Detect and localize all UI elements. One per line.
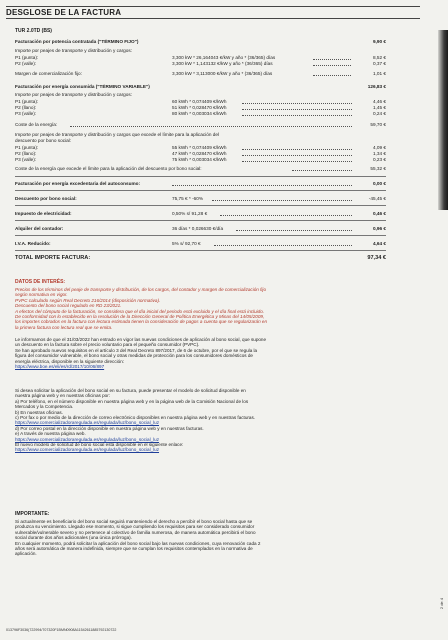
surplus-value: 0,00 € (372, 181, 386, 186)
leader-dots (242, 109, 352, 110)
leader-dots (313, 59, 351, 60)
info-line: El nuevo modelo de solicitud de bono social está disponible en el siguiente enlace: (15, 442, 184, 448)
page-number: 2 de 4 (439, 598, 444, 610)
excess-row-p1-label: P1 (punta): (15, 145, 39, 150)
energy-row-p3-calc: 80 kWh * 0,003034 €/kWh (172, 111, 227, 116)
important-block (15, 519, 387, 557)
barcode-text: 013796F3036(722994/707320F1BMN0908A11542611885792130722 (6, 628, 117, 632)
boe-link[interactable]: https://www.boe.es/eli/es/rd/2017/10/06/897 (15, 364, 105, 370)
energy-row-p3-label: P3 (valle): (15, 111, 37, 116)
info-line: energía eléctrica, disponible en la siguiente dirección: (15, 358, 125, 364)
divider (15, 250, 386, 251)
info-line: figura del consumidor vulnerable, el bono social y otras medidas de protección para los consumidores domésticos de (15, 353, 253, 359)
power-amount: 9,90 € (372, 39, 386, 44)
power-row-p1-label: P1 (punta): (15, 55, 39, 60)
info-line: un descuento en la factura sobre el precio voluntario para el pequeño consumidor (PVPC). (15, 342, 200, 348)
energy-subtitle: Importe por peajes de transporte y distribución y cargos: (15, 92, 132, 97)
margin-calc: 3,300 kW * 3,113000 €/kW y año * (36/365) días (172, 71, 273, 76)
leader-dots (242, 161, 352, 162)
request-info (15, 388, 387, 453)
power-row-p2-value: 0,37 € (372, 61, 386, 66)
discount-calc: 75,75 € * -60% (172, 196, 204, 201)
energy-row-p3-value: 0,24 € (372, 111, 386, 116)
divider (15, 176, 386, 177)
info-line: Si desea solicitar la aplicación del bono social en su factura, puede presentar el modelo de solicitud disponible en (15, 388, 246, 393)
leader-dots (242, 115, 352, 116)
important-title: IMPORTANTE: (15, 511, 50, 517)
divider (15, 190, 386, 191)
energy-amount: 126,83 € (367, 84, 386, 89)
electricity-tax-calc: 0,50% s/ 91,28 € (172, 211, 208, 216)
excess-cost-value: 55,32 € (370, 166, 386, 171)
important-line: produzca su vencimiento. Llegado ese momento, si sigue cumpliendo los requisitos para ser considerado consumidor (15, 524, 255, 530)
excess-row-p1-calc: 55 kWh * 0,074409 €/kWh (172, 145, 227, 150)
web-link[interactable]: https://www.comercializadorareguladа.es/regulada/luz/bono_social_luz (15, 420, 160, 426)
interest-line: según normativa en vigor. (15, 292, 68, 298)
meter-label: Alquiler del contador: (15, 226, 64, 231)
excess-cost-label: Coste de la energía que excede el límite para la aplicación del descuento por bono social: (15, 166, 202, 171)
important-line: aplicación. (15, 551, 37, 557)
excess-row-p3-calc: 75 kWh * 0,003034 €/kWh (172, 157, 227, 162)
energy-row-p2-calc: 51 kWh * 0,028470 €/kWh (172, 105, 227, 110)
power-title-text: Facturación por potencia contratada ("TÉRMINO FIJO") (15, 39, 139, 44)
interest-line: A efectos del cómputo de la facturación, se considera que el día inicial del periodo está excluido y el día final está incluido. (15, 308, 265, 314)
divider (15, 235, 386, 236)
excess-row-p3-label: P3 (valle): (15, 157, 37, 162)
excess-row-p1-value: 4,09 € (372, 145, 386, 150)
leader-dots (313, 65, 351, 66)
info-line: nuestra página web y en nuestras oficinas por: (15, 393, 110, 399)
power-row-p2-calc: 3,300 kW * 1,143132 €/kW y año * (36/365) días (172, 61, 273, 66)
leader-dots (220, 215, 352, 216)
power-row-p1-calc: 3,300 kW * 26,164043 €/kW y año * (36/365) días (172, 55, 276, 60)
info-line: b) En nuestras oficinas. (15, 409, 64, 415)
leader-dots (70, 126, 352, 127)
leader-dots (313, 75, 351, 76)
excess-row-p2-value: 1,34 € (372, 151, 386, 156)
energy-cost-value: 59,70 € (370, 122, 386, 127)
power-subtitle: Importe por peajes de transporte y distribución y cargos: (15, 48, 132, 53)
info-line: d) Por correo postal en la dirección disponible en nuestra página web y en nuestras facturas. (15, 425, 204, 431)
energy-row-p1-label: P1 (punta): (15, 99, 39, 104)
excess-row-p3-value: 0,23 € (372, 157, 386, 162)
web-link[interactable]: https://www.comercializadorareguladа.es/regulada/luz/bono_social_luz (15, 436, 160, 442)
interest-line: los importes cobrados en la factura con lectura estimada tienen la consideración de pagos a cuenta que se regularizarán en (15, 319, 268, 325)
leader-dots (172, 185, 352, 186)
energy-row-p2-label: P2 (llano): (15, 105, 37, 110)
scan-edge-shadow (438, 30, 448, 210)
interest-title: DATOS DE INTERÉS: (15, 279, 66, 285)
interest-line: PVPC calculado según Real Decreto 216/2014 (disposición normativa). (15, 297, 161, 303)
electricity-tax-label: Impuesto de electricidad: (15, 211, 72, 216)
total-label: TOTAL IMPORTE FACTURA: (15, 255, 91, 261)
divider (15, 205, 386, 206)
excess-subtitle-1: Importe por peajes de transporte y distribución y cargos que excede el límite para la aplicación del (15, 132, 220, 137)
important-line: Si actualmente es beneficiario del bono social seguirá manteniendo el derecho a percibir el bono social hasta que se (15, 519, 253, 524)
energy-row-p2-value: 1,45 € (372, 105, 386, 110)
energy-title: Facturación por energía consumida ("TÉRMINO VARIABLE") (15, 84, 150, 89)
info-line: Se han aprobado nuevos requisitos en el artículo 3 del Real Decreto 897/2017, de 6 de octubre, por el que se regula la (15, 347, 258, 353)
info-line: c) Por fax o por medio de la dirección de correo electrónico disponibles en nuestra página web y en nuestras facturas. (15, 415, 256, 421)
discount-label: Descuento por bono social: (15, 196, 77, 201)
meter-calc: 36 días * 0,026630 €/día (172, 226, 224, 231)
info-line: a) Por teléfono, en el número disponible en nuestra página web y en la página web de la Comisión Nacional de los (15, 398, 249, 404)
margin-label: Margen de comercialización fijo: (15, 71, 82, 76)
important-line: social durante dos años adicionales (una única prórroga). (15, 535, 132, 541)
vat-value: 4,64 € (372, 241, 386, 246)
bono-social-info (15, 337, 387, 369)
leader-dots (242, 103, 352, 104)
info-line: Mercados y la Competencia. (15, 404, 74, 410)
interest-line: De conformidad con lo establecido en la resolución de la Dirección General de Política Energética y Minas del 14/05/2009, (15, 314, 265, 320)
leader-dots (236, 230, 352, 231)
section-header (6, 6, 420, 19)
excess-row-p2-label: P2 (llano): (15, 151, 37, 156)
interest-line: la primera factura con lectura real que se emita. (15, 324, 113, 330)
web-link[interactable]: https://www.comercializadorareguladа.es/regulada/luz/bono_social_luz (15, 447, 160, 453)
power-title (15, 39, 138, 44)
leader-dots (242, 155, 352, 156)
leader-dots (242, 149, 352, 150)
leader-dots (292, 170, 352, 171)
leader-dots (212, 200, 352, 201)
energy-row-p1-calc: 60 kWh * 0,074409 €/kWh (172, 99, 227, 104)
interest-line: Precios de los términos del peaje de transporte y distribución, de los cargos, del contador y margen de comercialización fijo (15, 287, 266, 292)
excess-row-p2-calc: 47 kWh * 0,028470 €/kWh (172, 151, 227, 156)
margin-value: 1,01 € (372, 71, 386, 76)
vat-calc: 5% s/ 92,70 € (172, 241, 201, 246)
energy-row-p1-value: 4,46 € (372, 99, 386, 104)
info-line: e) A través de nuestra página web. (15, 431, 86, 437)
total-value: 97,34 € (367, 255, 386, 261)
tariff-name: TUR 2.0TD (BS) (15, 28, 52, 34)
excess-subtitle-2: descuento por bono social: (15, 138, 72, 143)
info-line: Le informamos de que el 31/03/2022 han entrado en vigor las nuevas condiciones de aplicación al bono social, que supone (15, 337, 267, 342)
important-line: vulnerable/vulnerable severo y no pertenece al colectivo de familia numerosa, de manera automática percibirá el bono (15, 529, 256, 535)
electricity-tax-value: 0,46 € (372, 211, 386, 216)
power-row-p1-value: 8,52 € (372, 55, 386, 60)
interest-block (15, 287, 387, 330)
discount-value: -45,45 € (368, 196, 386, 201)
leader-dots (214, 245, 352, 246)
vat-label: I.V.A. Reducido: (15, 241, 51, 246)
meter-value: 0,96 € (372, 226, 386, 231)
important-line: En cualquier momento, podrá solicitar la aplicación del bono social bajo las nuevas condiciones, cuya renovación cada 2 (15, 540, 261, 546)
section-title: DESGLOSE DE LA FACTURA (6, 8, 122, 17)
divider (15, 220, 386, 221)
important-line: años será automática de manera indefinida, siempre que se cumplan los requisitos contemplados en la normativa de (15, 546, 253, 552)
interest-line: Descuento del bono social regulado en RD 23/2021. (15, 303, 122, 309)
power-row-p2-label: P2 (valle): (15, 61, 37, 66)
energy-cost-label: Coste de la energía: (15, 122, 58, 127)
surplus-label: Facturación por energía excedentaria del autoconsumo: (15, 181, 141, 186)
